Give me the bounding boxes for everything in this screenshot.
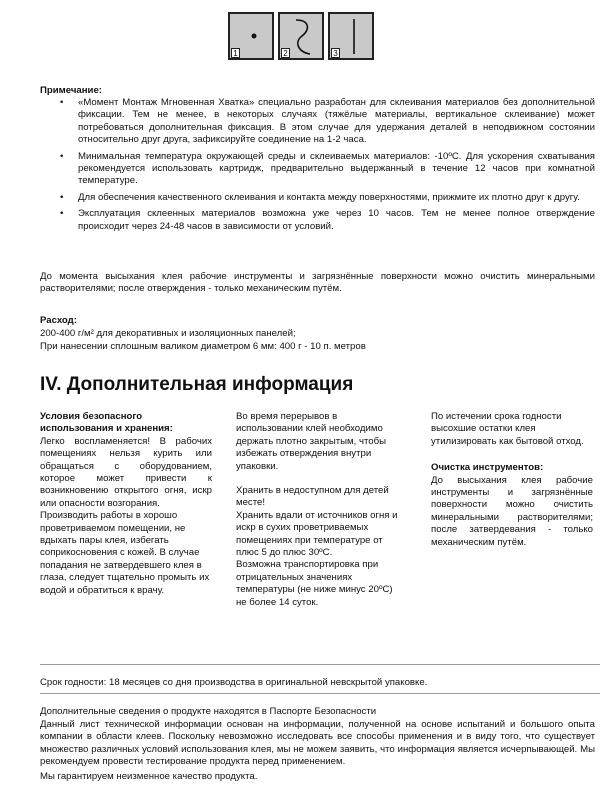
- safety-text: Производить работы в хорошо проветриваемом помещении, не вдыхать пары клея, избегать соприкосновения с кожей. В случае попадания не затвердевшего клея в глаза, следует тщательно промыть их водой и обратиться к врачу.: [40, 510, 210, 596]
- note-title: Примечание:: [40, 85, 102, 96]
- tools-cleaning-text: До высыхания клея рабочие инструменты и загрязнённые поверхности можно очистить минеральными растворителями; после затвердевания - только механическим путём.: [431, 474, 593, 548]
- section-title: IV. Дополнительная информация: [40, 374, 354, 395]
- storage-text: Хранить вдали от источников огня и искр в сухих проветриваемых помещениях при температуре от плюс 5 до плюс 30ºС.: [236, 509, 398, 559]
- divider: [40, 693, 600, 694]
- consumption-title: Расход:: [40, 315, 77, 326]
- disposal-column: [431, 411, 593, 549]
- safety-heading: Условия безопасного использования и хранения:: [40, 411, 173, 435]
- guarantee: Мы гарантируем неизменное качество продукта.: [40, 771, 258, 782]
- diagram-panel-1: [228, 12, 274, 60]
- consumption-line: При нанесении сплошным валиком диаметром 6 мм: 400 г - 10 п. метров: [40, 341, 366, 352]
- disposal-text: По истечении срока годности высохшие остатки клея утилизировать как бытовой отход.: [431, 411, 584, 447]
- application-diagram: [228, 12, 380, 64]
- storage-text: Возможна транспортировка при отрицательных значениях температуры (не ниже минус 20ºС) не более 14 суток.: [236, 559, 393, 608]
- divider: [40, 664, 600, 665]
- storage-text: Хранить в недоступном для детей месте!: [236, 485, 389, 509]
- diagram-panel-2: [278, 12, 324, 60]
- safety-column: [40, 411, 212, 597]
- shelf-life: Срок годности: 18 месяцев со дня производства в оригинальной невскрытой упаковке.: [40, 677, 428, 688]
- consumption-line: 200-400 г/м² для декоративных и изоляционных панелей;: [40, 328, 296, 339]
- panel-number: 1: [231, 48, 240, 58]
- note-item: • Для обеспечения качественного склеивания и контакта между поверхностями, прижмите их плотно друг к другу.: [40, 192, 595, 204]
- note-item: • Минимальная температура окружающей среды и склеиваемых материалов: -10ºС. Для ускорения схватывания рекомендуется использовать картридж, предварительно выдержанный в течение 12 часов при комнатной температуре.: [40, 151, 595, 188]
- note-item: • «Момент Монтаж Мгновенная Хватка» специально разработан для склеивания материалов без дополнительной фиксации. Тем не менее, в некоторых случаях (тяжёлые материалы, вертикальное склеивание) может потребоваться дополнительная фиксация. В этом случае для удержания деталей в неподвижном состоянии относительно друг друга, зафиксируйте соединение на 1-2 часа.: [40, 97, 595, 147]
- storage-column: [236, 411, 402, 609]
- storage-text: Во время перерывов в использовании клей необходимо держать плотно закрытым, чтобы избежать отверждения внутри упаковки.: [236, 411, 386, 472]
- note-list: [40, 97, 595, 237]
- diagram-panel-3: [328, 12, 374, 60]
- panel-number: 2: [281, 48, 290, 58]
- disclaimer: Данный лист технической информации основан на информации, полученной на основе испытаний и большого опыта компании в области клеев. Поскольку невозможно исследовать все способы применения и в виду того, что существует множество различных условий использования клея, мы не можем заявить, что информация является исчерпывающей. Мы рекомендуем провести тестирование продукта перед применением.: [40, 719, 595, 768]
- panel-number: 3: [331, 48, 340, 58]
- note-item: • Эксплуатация склеенных материалов возможна уже через 10 часов. Тем не менее полное отверждение происходит через 24-48 часов в зависимости от условий.: [40, 208, 595, 233]
- cleaning-note: До момента высыхания клея рабочие инструменты и загрязнённые поверхности можно очистить минеральными растворителями; после отверждения - только механическим путём.: [40, 271, 595, 295]
- safety-text: Легко воспламеняется! В рабочих помещениях нельзя курить или обращаться с оборудованием, которое может привести к возникновению открытого огня, искр или опасности возгорания.: [40, 435, 212, 509]
- tools-cleaning-heading: Очистка инструментов:: [431, 462, 544, 474]
- passport-note: Дополнительные сведения о продукте находятся в Паспорте Безопасности: [40, 706, 377, 717]
